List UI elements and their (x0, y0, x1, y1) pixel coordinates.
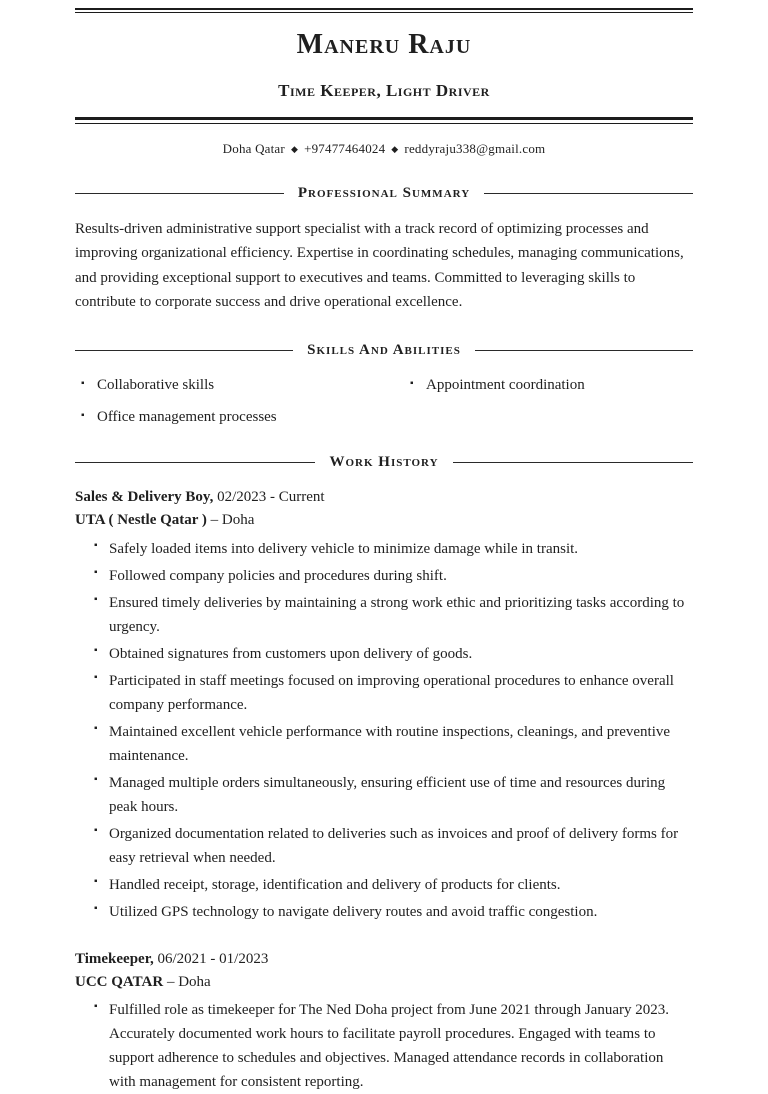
candidate-name: Maneru Raju (296, 29, 472, 60)
skill-item: ▪ Appointment coordination (408, 377, 693, 394)
job-bullet: ▪ Utilized GPS technology to navigate delivery routes and avoid traffic congestion. (109, 900, 693, 924)
job-bullet: ▪ Handled receipt, storage, identification and delivery of products for clients. (109, 873, 693, 897)
job-bullet: ▪ Fulfilled role as timekeeper for The Ned Doha project from June 2021 through January 2023. Accurately documented work hours to facilitate payroll procedures. Engaged with teams to support adherence to schedules and objectives. Managed attendance records in collaboration with management for consistent reporting. (109, 998, 693, 1094)
job-company-line (75, 509, 693, 532)
candidate-job-title: Time Keeper, Light Driver (278, 81, 490, 100)
diamond-separator-icon: ◆ (391, 144, 399, 154)
heading-rule-left (75, 462, 315, 463)
heading-rule-left (75, 193, 284, 194)
skills-list (75, 377, 693, 426)
heading-rule-left (75, 350, 293, 351)
heading-rule-right (475, 350, 693, 351)
job-location: – Doha (166, 973, 211, 990)
job-bullet: ▪ Followed company policies and procedures during shift. (109, 564, 693, 588)
top-double-rule (75, 8, 693, 13)
job-entry (75, 948, 693, 1094)
summary-section-heading (75, 185, 693, 202)
diamond-separator-icon: ◆ (290, 144, 299, 154)
job-entry (75, 486, 693, 924)
summary-heading-label: Professional Summary (297, 185, 471, 201)
work-section-heading (75, 454, 693, 471)
header-double-rule (75, 117, 693, 124)
job-company-line (75, 971, 693, 994)
skills-section-heading (75, 342, 693, 359)
contact-line (75, 141, 693, 157)
job-bullet: ▪ Maintained excellent vehicle performance with routine inspections, cleanings, and preventive maintenance. (109, 720, 693, 768)
job-company: UCC QATAR (75, 973, 164, 990)
job-company: UTA ( Nestle Qatar ) (75, 512, 207, 529)
contact-location: Doha Qatar (222, 141, 285, 156)
contact-email: reddyraju338@gmail.com (404, 141, 546, 156)
job-bullet: ▪ Safely loaded items into delivery vehicle to minimize damage while in transit. (109, 537, 693, 561)
contact-phone: +97477464024 (304, 141, 386, 156)
job-title: Sales & Delivery Boy, (75, 489, 214, 506)
job-bullet: ▪ Participated in staff meetings focused on improving operational procedures to enhance overall company performance. (109, 669, 693, 717)
job-title-line (75, 486, 693, 509)
skills-heading-label: Skills And Abilities (307, 342, 461, 359)
job-bullet: ▪ Obtained signatures from customers upon delivery of goods. (109, 642, 693, 666)
heading-rule-right (453, 462, 693, 463)
heading-rule-right (484, 193, 693, 194)
job-dates: 06/2021 - 01/2023 (157, 950, 269, 967)
job-dates: 02/2023 - Current (217, 489, 325, 506)
summary-paragraph: Results-driven administrative support specialist with a track record of optimizing processes and improving organizational efficiency. Expertise in coordinating schedules, managing communications, and providing exceptional support to executives and teams. Committed to leveraging skills to contribute to corporate success and drive operational excellence. (75, 221, 684, 310)
job-bullet-list (75, 998, 693, 1094)
job-bullet: ▪ Ensured timely deliveries by maintaining a strong work ethic and prioritizing tasks according to urgency. (109, 591, 693, 639)
job-bullet: ▪ Organized documentation related to deliveries such as invoices and proof of delivery forms for easy retrieval when needed. (109, 822, 693, 870)
job-bullet: ▪ Managed multiple orders simultaneously, ensuring efficient use of time and resources during peak hours. (109, 771, 693, 819)
job-bullet-list (75, 537, 693, 924)
work-heading-label: Work History (329, 454, 439, 471)
job-title-line (75, 948, 693, 971)
job-title: Timekeeper, (75, 950, 154, 967)
skill-item: ▪ Collaborative skills (79, 377, 364, 394)
job-location: – Doha (210, 512, 255, 529)
skill-item: ▪ Office management processes (79, 409, 364, 426)
job-list (75, 486, 693, 1094)
